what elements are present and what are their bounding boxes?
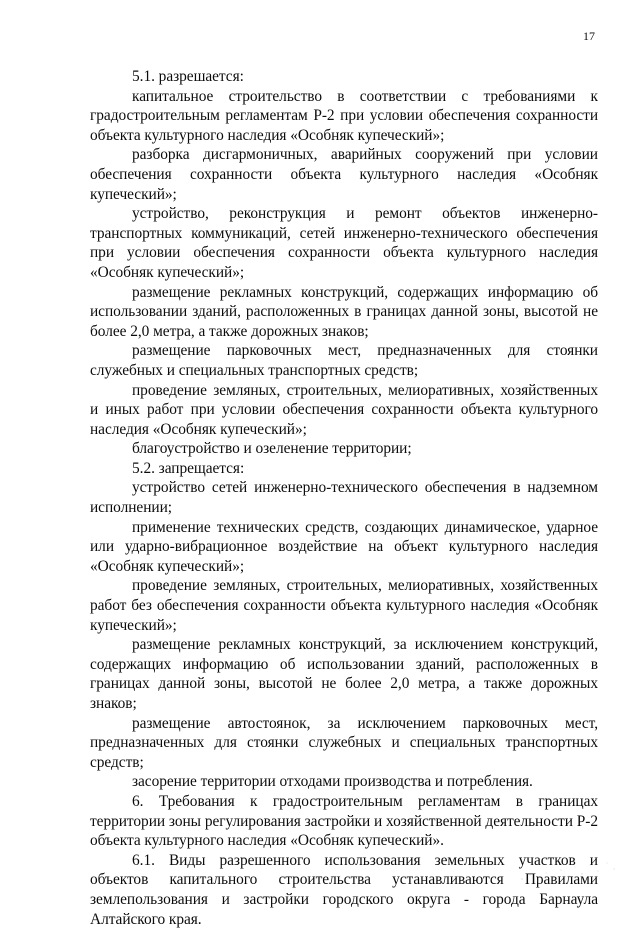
paragraph: разборка дисгармоничных, аварийных сооружений при условии обеспечения сохранности объекта культурного наследия «Особняк купеческий»; xyxy=(90,146,598,203)
paragraph: благоустройство и озеленение территории; xyxy=(132,440,412,458)
paragraph: проведение земляных, строительных, мелиоративных, хозяйственных работ без обеспечения сохранности объекта культурного наследия «Особняк купеческий»; xyxy=(90,577,598,634)
paragraph: устройство, реконструкция и ремонт объектов инженерно-транспортных коммуникаций, сетей инженерно-технического обеспечения при условии обеспечения сохранности объекта культурного наследия «Особняк купеческий»; xyxy=(90,205,598,281)
paragraph: размещение рекламных конструкций, содержащих информацию об использовании зданий, расположенных в границах данной зоны, высотой не более 2,0 метра, а также дорожных знаков; xyxy=(90,283,598,340)
paragraph: 6.1. Виды разрешенного использования земельных участков и объектов капитального строительства устанавливаются Правилами землепользования и застройки городского округа - города Барнаула Алтайского края. xyxy=(90,851,598,928)
paragraph: засорение территории отходами производства и потребления. xyxy=(132,773,533,791)
page-number: 17 xyxy=(583,29,595,43)
paragraph: капитальное строительство в соответствии с требованиями к градостроительным регламентам Р-2 при условии обеспечения сохранности объекта культурного наследия «Особняк купеческий»; xyxy=(90,87,598,144)
paragraph: 6. Требования к градостроительным регламентам в границах территории зоны регулирования застройки и хозяйственной деятельности Р-2 объекта культурного наследия «Особняк купеческий». xyxy=(90,792,598,850)
paragraph: проведение земляных, строительных, мелиоративных, хозяйственных и иных работ при условии обеспечения сохранности объекта культурного наследия «Особняк купеческий»; xyxy=(90,381,598,438)
paragraph: 5.1. разрешается: xyxy=(132,68,244,85)
paragraph: размещение рекламных конструкций, за исключением конструкций, содержащих информацию об использовании зданий, расположенных в границах данной зоны, высотой не более 2,0 метра, а также дорожных знаков; xyxy=(90,636,598,712)
paragraph: размещение парковочных мест, предназначенных для стоянки служебных и специальных транспортных средств; xyxy=(90,342,598,379)
scan-artifact xyxy=(512,851,622,891)
paragraph: размещение автостоянок, за исключением парковочных мест, предназначенных для стоянки служебных и специальных транспортных средств; xyxy=(90,714,598,771)
paragraph: устройство сетей инженерно-технического обеспечения в надземном исполнении; xyxy=(90,479,598,517)
paragraph: 5.2. запрещается: xyxy=(132,459,245,477)
document-body xyxy=(90,67,598,929)
paragraph: применение технических средств, создающих динамическое, ударное или ударно-вибрационное воздействие на объект культурного наследия «Особняк купеческий»; xyxy=(90,518,598,575)
